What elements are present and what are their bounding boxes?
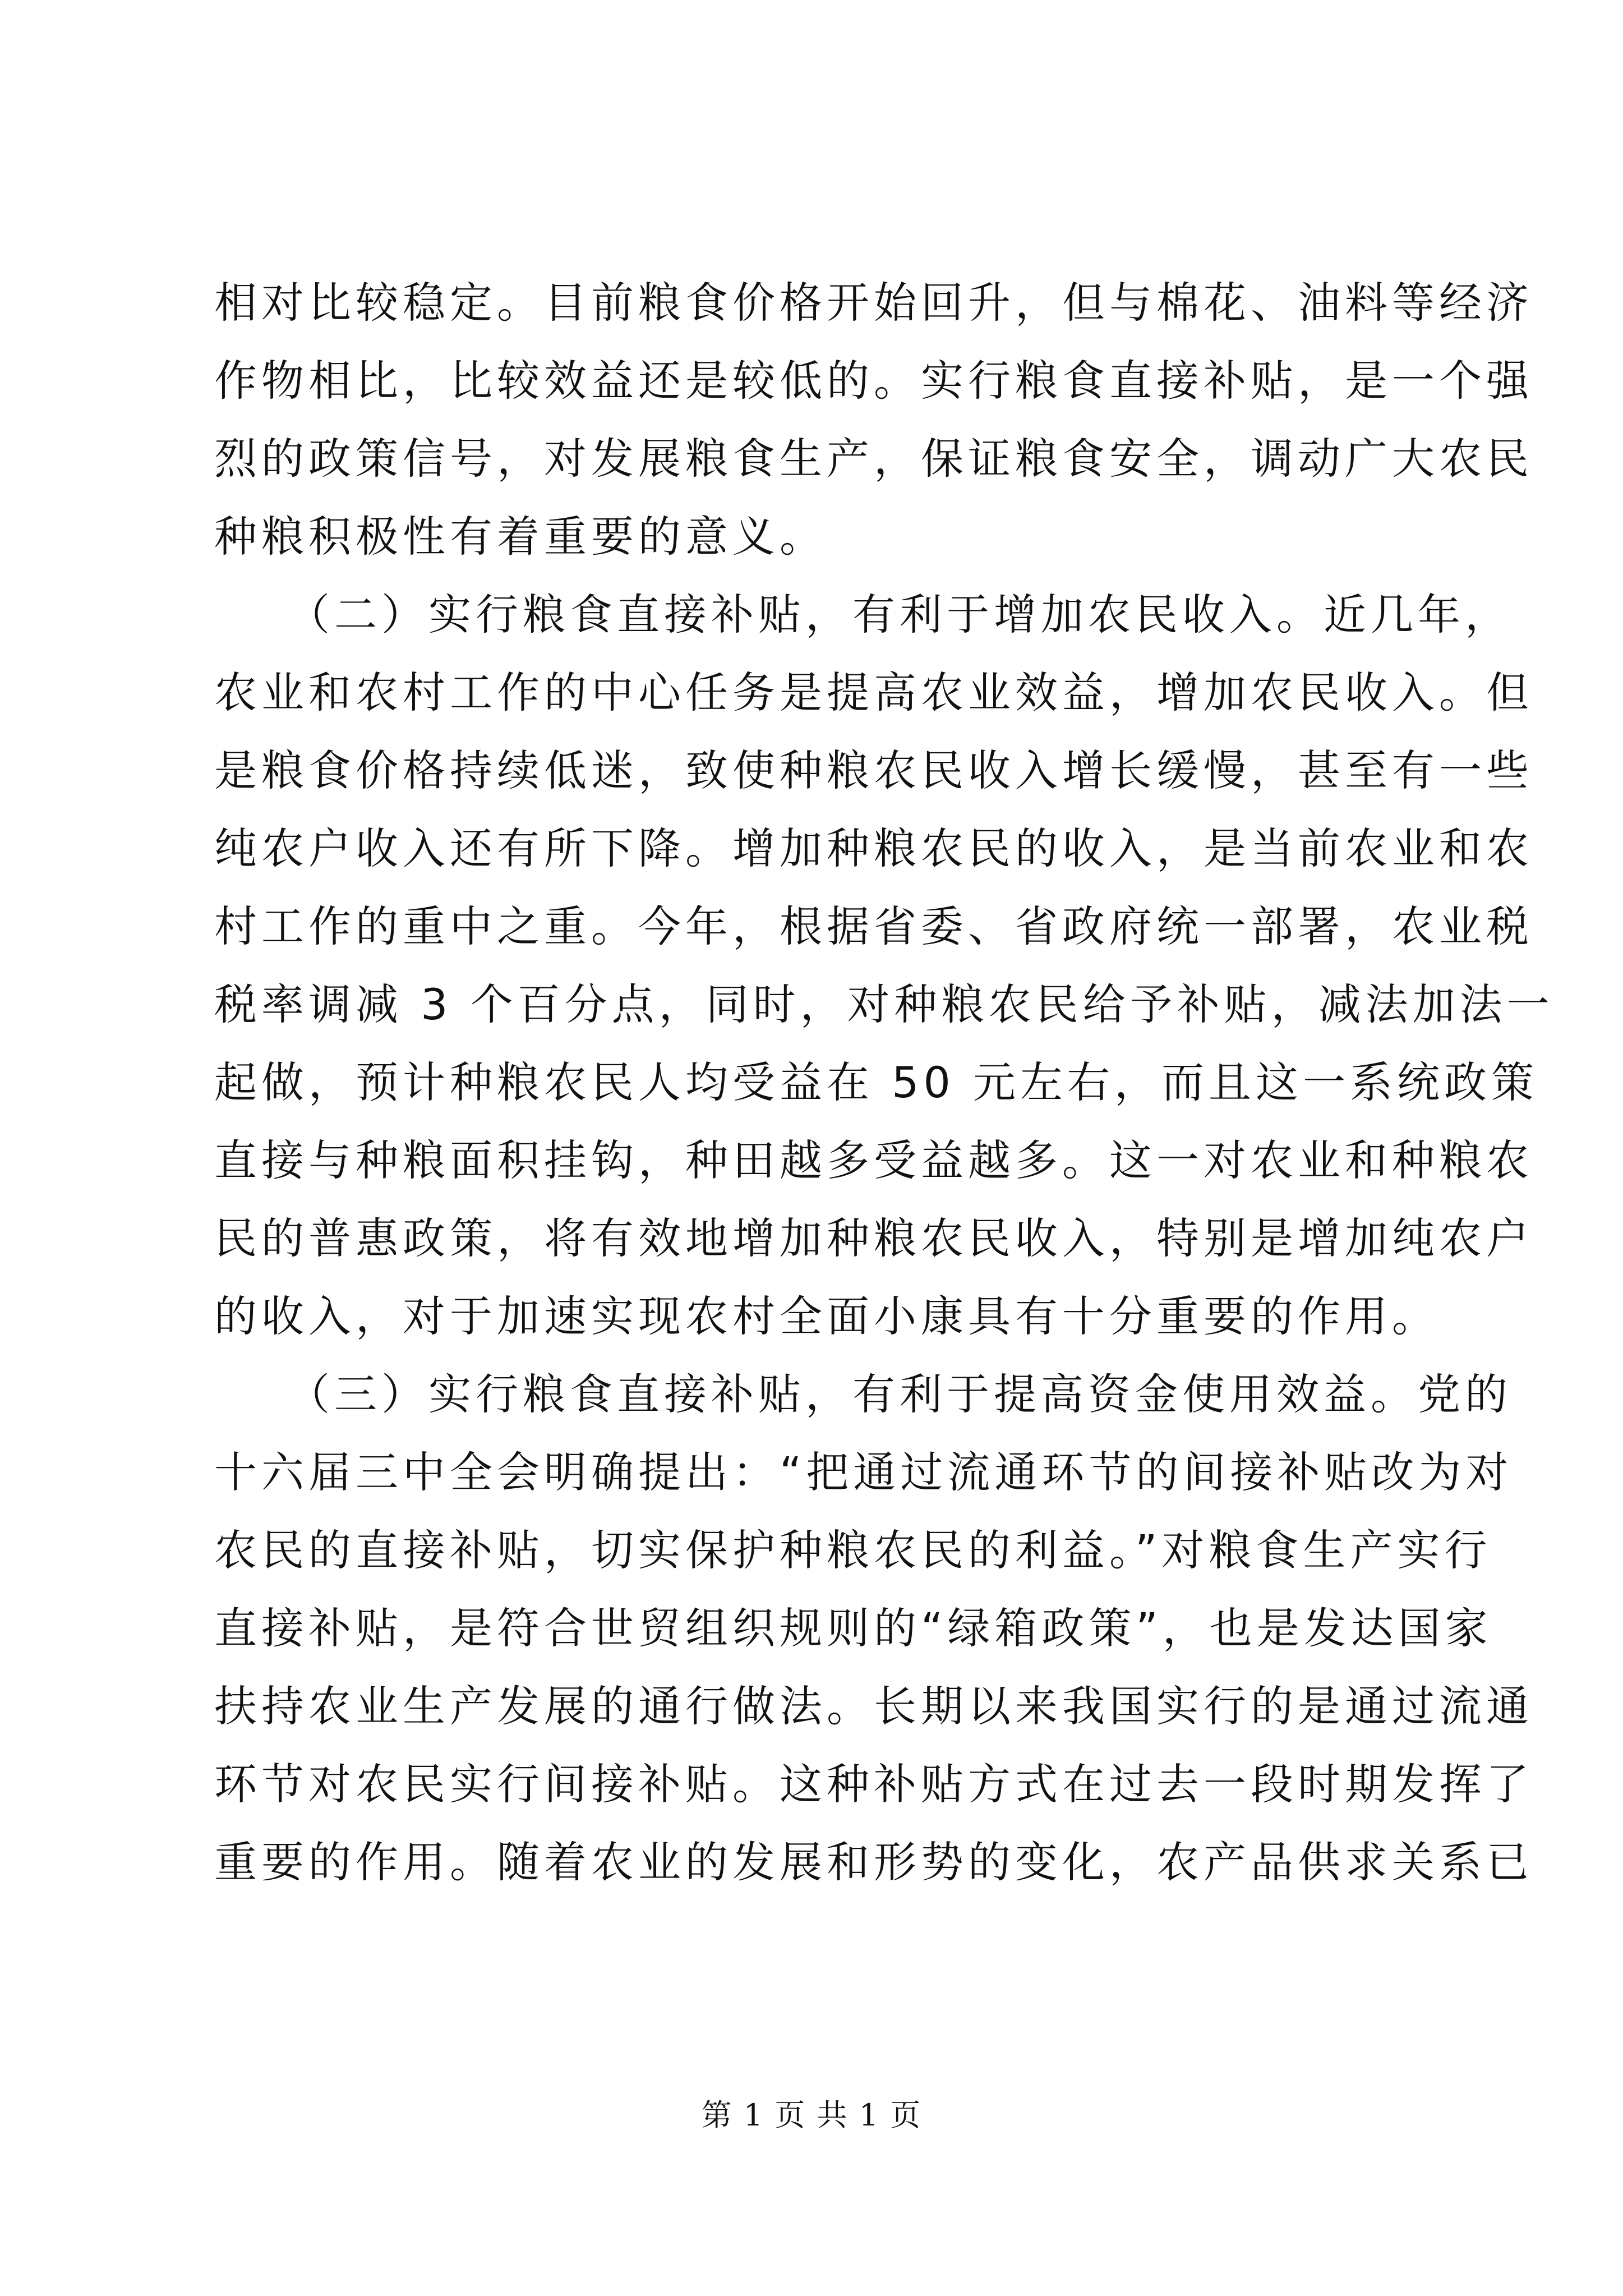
text-line: 环节对农民实行间接补贴。这种补贴方式在过去一段时期发挥了 xyxy=(214,1759,1533,1809)
text-line: 直接与种粮面积挂钩，种田越多受益越多。这一对农业和种粮农 xyxy=(214,1135,1533,1185)
text-line: 农业和农村工作的中心任务是提高农业效益，增加农民收入。但 xyxy=(214,668,1533,717)
text-line: 烈的政策信号，对发展粮食生产，保证粮食安全，调动广大农民 xyxy=(214,434,1533,484)
text-line: 扶持农业生产发展的通行做法。长期以来我国实行的是通过流通 xyxy=(214,1681,1533,1731)
text-line: 直接补贴，是符合世贸组织规则的“绿箱政策”，也是发达国家 xyxy=(214,1603,1492,1653)
text-line: 起做，预计种粮农民人均受益在 50 元左右，而且这一系统政策 xyxy=(214,1057,1539,1107)
text-line: 作物相比，比较效益还是较低的。实行粮食直接补贴，是一个强 xyxy=(214,356,1533,406)
text-line: （二）实行粮食直接补贴，有利于增加农民收入。近几年， xyxy=(214,590,1512,639)
text-line: 税率调减 3 个百分点，同时，对种粮农民给予补贴，减法加法一 xyxy=(214,979,1554,1029)
text-line: 重要的作用。随着农业的发展和形势的变化，农产品供求关系已 xyxy=(214,1837,1533,1887)
text-line: 民的普惠政策，将有效地增加种粮农民收入，特别是增加纯农户 xyxy=(214,1213,1533,1263)
text-line: 是粮食价格持续低迷，致使种粮农民收入增长缓慢，甚至有一些 xyxy=(214,746,1533,795)
text-line: 的收入，对于加速实现农村全面小康具有十分重要的作用。 xyxy=(214,1291,1439,1341)
text-line: 相对比较稳定。目前粮食价格开始回升，但与棉花、油料等经济 xyxy=(214,278,1533,328)
text-line: 纯农户收入还有所下降。增加种粮农民的收入，是当前农业和农 xyxy=(214,823,1533,873)
text-line: 农民的直接补贴，切实保护种粮农民的利益。”对粮食生产实行 xyxy=(214,1525,1492,1575)
text-line: 十六届三中全会明确提出：“把通过流通环节的间接补贴改为对 xyxy=(214,1447,1513,1497)
text-line: 村工作的重中之重。今年，根据省委、省政府统一部署，农业税 xyxy=(214,901,1533,951)
page-footer: 第 1 页 共 1 页 xyxy=(701,2097,922,2133)
text-line: 种粮积极性有着重要的意义。 xyxy=(214,512,827,562)
text-line: （三）实行粮食直接补贴，有利于提高资金使用效益。党的 xyxy=(214,1369,1512,1419)
body-text xyxy=(214,264,1554,1901)
